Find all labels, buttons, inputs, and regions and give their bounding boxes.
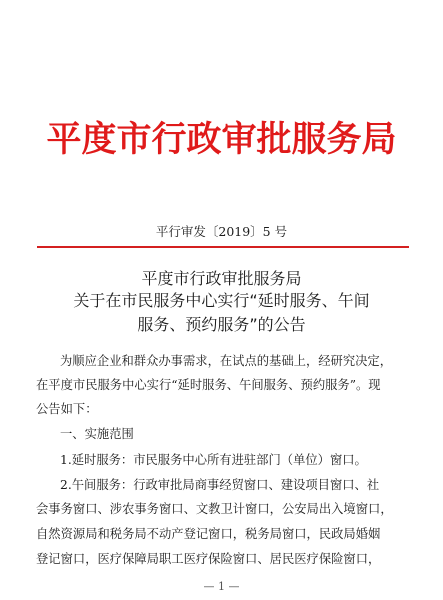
body-paragraph-line: 2.午间服务：行政审批局商事经贸窗口、建设项目窗口、社 [60, 478, 380, 492]
red-divider [37, 246, 409, 248]
agency-header: 平度市行政审批服务局 [46, 120, 397, 160]
body-paragraph-line: 为顺应企业和群众办事需求，在试点的基础上，经研究决定， [60, 354, 393, 368]
body-paragraph-line: 1.延时服务：市民服务中心所有进驻部门（单位）窗口。 [60, 453, 367, 467]
body-paragraph-line: 自然资源局和税务局不动产登记窗口，税务局窗口，民政局婚姻 [36, 527, 381, 541]
page-number: — 1 — [203, 580, 240, 593]
section-heading: 一、实施范围 [60, 427, 134, 441]
title-line-3: 服务、预约服务”的公告 [137, 315, 306, 334]
body-paragraph-line: 在平度市民服务中心实行“延时服务、午间服务、预约服务”。现 [36, 378, 381, 392]
body-paragraph-line: 公告如下： [36, 402, 98, 416]
body-paragraph-line: 会事务窗口、涉农事务窗口、文教卫计窗口，公安局出入境窗口， [36, 502, 393, 516]
body-paragraph-line: 登记窗口，医疗保障局职工医疗保险窗口、居民医疗保险窗口， [36, 552, 381, 566]
title-line-2: 关于在市民服务中心实行“延时服务、午间 [73, 291, 370, 310]
title-line-1: 平度市行政审批服务局 [141, 269, 302, 288]
doc-number: 平行审发〔2019〕5 号 [155, 224, 288, 239]
